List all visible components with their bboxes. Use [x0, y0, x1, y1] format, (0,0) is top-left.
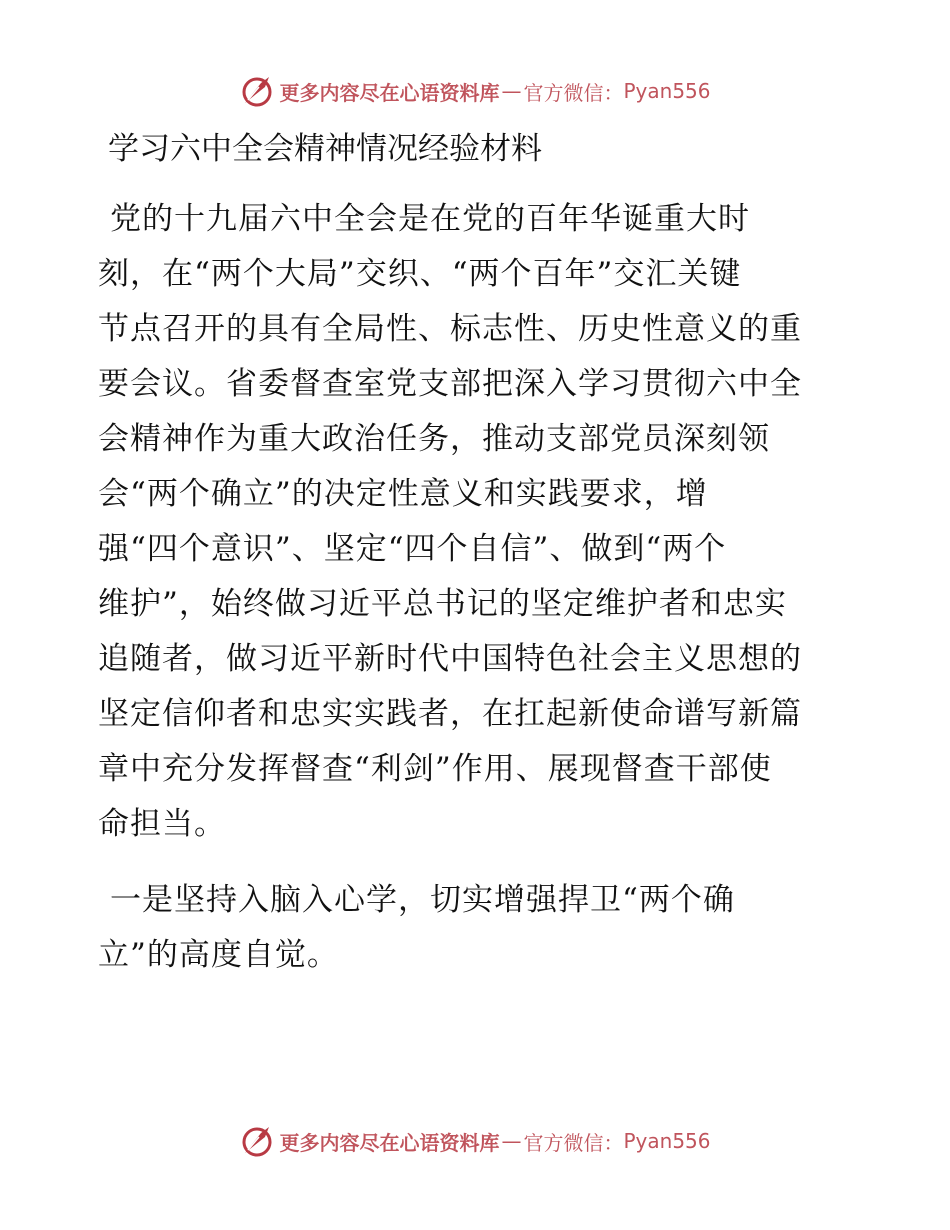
text-line: 坚定信仰者和忠实实践者，在扛起新使命谱写新篇	[98, 696, 802, 732]
text-line: 会“两个确立”的决定性意义和实践要求，增	[98, 476, 708, 512]
paragraph-point-one	[98, 873, 850, 983]
watermark-text: 更多内容尽在心语资料库	[279, 80, 500, 105]
document-title: 学习六中全会精神情况经验材料	[108, 131, 542, 167]
text-line: 命担当。	[98, 806, 226, 842]
watermark-official-label: 官方微信：	[523, 80, 624, 105]
text-line: 党的十九届六中全会是在党的百年华诞重大时	[110, 201, 750, 237]
watermark-official-label: 官方微信：	[523, 1130, 624, 1155]
watermark-wechat-id: Pyan556	[623, 79, 711, 103]
quill-logo-icon	[239, 73, 275, 109]
text-line: 一是坚持入脑入心学，切实增强捍卫“两个确	[110, 882, 735, 918]
document-body	[98, 127, 850, 983]
paragraph-intro	[98, 192, 850, 852]
text-line: 维护”，始终做习近平总书记的坚定维护者和忠实	[98, 586, 787, 622]
text-line: 要会议。省委督查室党支部把深入学习贯彻六中全	[98, 366, 802, 402]
text-line: 会精神作为重大政治任务，推动支部党员深刻领	[98, 421, 770, 457]
text-line: 章中充分发挥督查“利剑”作用、展现督查干部使	[98, 751, 772, 787]
text-line: 强“四个意识”、坚定“四个自信”、做到“两个	[98, 531, 727, 567]
header-watermark	[0, 71, 950, 111]
watermark-dash: —	[501, 79, 522, 103]
quill-logo-icon	[239, 1123, 275, 1159]
watermark-wechat-id: Pyan556	[623, 1129, 711, 1153]
text-line: 立”的高度自觉。	[98, 937, 339, 973]
watermark-text: 更多内容尽在心语资料库	[279, 1130, 500, 1155]
text-line: 刻，在“两个大局”交织、“两个百年”交汇关键	[98, 256, 742, 292]
text-line: 节点召开的具有全局性、标志性、历史性意义的重	[98, 311, 802, 347]
watermark-dash: —	[501, 1129, 522, 1153]
text-line: 追随者，做习近平新时代中国特色社会主义思想的	[98, 641, 802, 677]
footer-watermark	[0, 1121, 950, 1161]
